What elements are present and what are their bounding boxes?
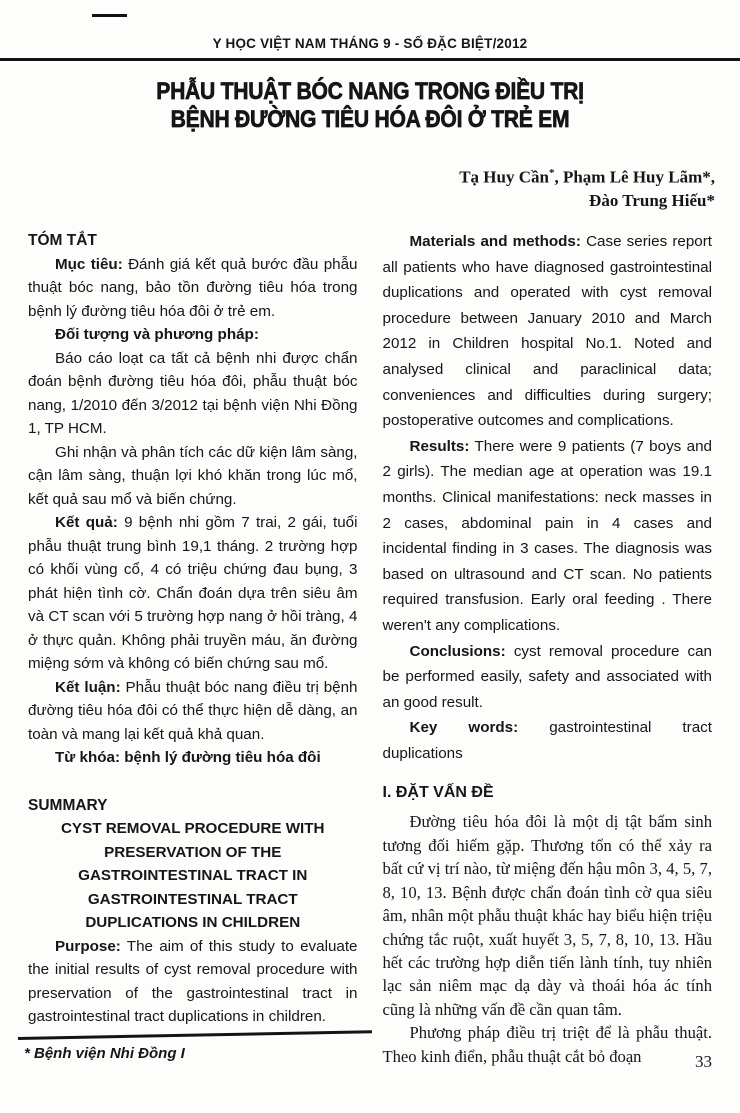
article-title-line2: BỆNH ĐƯỜNG TIÊU HÓA ĐÔI Ở TRẺ EM <box>170 106 570 133</box>
abstract-keywords-text: bệnh lý đường tiêu hóa đôi <box>124 749 321 766</box>
affiliation-footnote: * Bệnh viện Nhi Đồng I <box>24 1045 185 1062</box>
summary-purpose-text: The aim of this study to evaluate the initial results of cyst removal procedure with preservation of the gastrointestinal tract in gastrointestinal tract duplications in children. <box>28 937 358 1025</box>
abstract-keywords-paragraph <box>28 746 358 770</box>
summary-conclusions-lead: Conclusions: <box>409 642 506 660</box>
summary-materials-text: Case series report all patients who have diagnosed gastrointestinal duplications and operated with cyst removal procedure between January 2010 and March 2012 in Children hospital No.1. Noted and analysed clinical and paraclinical data; conveniences and difficulties during surgery; postoperative outcomes and complications. <box>382 233 712 430</box>
abstract-conclusion-text: Phẫu thuật bóc nang điều trị bệnh đường tiêu hóa đôi có thể thực hiện dễ dàng, an toàn và mang lại kết quả khả quan. <box>28 678 358 743</box>
author-1-affiliation-mark: * <box>548 167 555 179</box>
abstract-methods-lead: Đối tượng và phương pháp: <box>55 326 259 343</box>
abstract-conclusion-paragraph <box>28 676 358 747</box>
summary-materials-paragraph <box>383 229 713 434</box>
abstract-objective-paragraph <box>28 253 358 324</box>
introduction-paragraph-1: Đường tiêu hóa đôi là một dị tật bẩm sinh tương đối hiếm gặp. Thương tổn có thể xảy ra bất cứ vị trí nào, từ miệng đến hậu môn 3, 4, 5, 7, 8, 10, 13. Bệnh được chẩn đoán tình cờ qua siêu âm, nhân một phẫu thuật khác hay biểu hiện triệu chứng tắc ruột, xuất huyết 3, 5, 7, 8, 10, 13. Hầu hết các trường hợp diễn tiến lành tính, tuy nhiên lạc sản niêm mạc dạ dày và thoái hóa ác tính cũng là những vấn đề cần quan tâm. <box>382 812 712 1019</box>
abstract-conclusion-lead: Kết luận: <box>55 678 121 696</box>
journal-header: Y HỌC VIỆT NAM THÁNG 9 - SỐ ĐẶC BIỆT/2012 <box>212 36 528 51</box>
summary-title-line5: DUPLICATIONS IN CHILDREN <box>85 914 301 931</box>
scan-dash-mark <box>92 14 127 17</box>
summary-keywords-text: gastrointestinal tract duplications <box>382 719 712 762</box>
abstract-methods-heading-paragraph <box>28 323 358 347</box>
authors-line2: Đào Trung Hiếu* <box>589 190 715 210</box>
authors-block <box>459 162 715 212</box>
author-1: Tạ Huy Cần <box>459 167 549 187</box>
header-rule <box>0 58 740 61</box>
abstract-results-paragraph <box>28 511 358 676</box>
summary-title <box>28 817 358 935</box>
abstract-heading: TÓM TẮT <box>28 232 97 249</box>
abstract-results-lead: Kết quả: <box>55 514 118 531</box>
summary-purpose-lead: Purpose: <box>55 937 121 955</box>
abstract-results-text: 9 bệnh nhi gồm 7 trai, 2 gái, tuổi phẫu thuật trung bình 19,1 tháng. 2 trường hợp có khối vùng cổ, 4 có triệu chứng đau bụng, 3 phát hiện tình cờ. Chẩn đoán dựa trên siêu âm và CT scan với 5 trường hợp nang ở hồi tràng, 4 ở thực quản. Không phải truyền máu, ăn đường miệng sớm và không có biến chứng sau mổ. <box>28 514 358 672</box>
page-number: 33 <box>695 1052 712 1071</box>
summary-results-lead: Results: <box>409 437 470 455</box>
summary-results-text: There were 9 patients (7 boys and 2 girls). The median age at operation was 19.1 months. Clinical manifestations: neck masses in 2 cases, abdominal pain in 4 cases and incidental finding in 3 cases. The diagnosis was based on ultrasound and CT scan. No patients required transfusion. Early oral feeding . There weren't any complications. <box>382 437 712 634</box>
abstract-objective-text: Đánh giá kết quả bước đầu phẫu thuật bóc nang, bảo tồn đường tiêu hóa trong bệnh lý đường tiêu hóa đôi ở trẻ em. <box>28 255 358 320</box>
summary-conclusions-text: cyst removal procedure can be performed easily, safety and associated with an good result. <box>382 642 712 711</box>
summary-results-paragraph <box>383 434 713 639</box>
summary-heading: SUMMARY <box>28 796 108 814</box>
abstract-objective-lead: Mục tiêu: <box>55 255 123 273</box>
summary-conclusions-paragraph <box>383 639 713 716</box>
summary-keywords-lead: Key words: <box>409 719 519 737</box>
summary-materials-lead: Materials and methods: <box>409 233 581 250</box>
introduction-paragraph-2: Phương pháp điều trị triệt để là phẫu thuật. Theo kinh điển, phẫu thuật cắt bỏ đoạn <box>382 1023 712 1066</box>
two-column-body <box>28 229 712 1068</box>
authors-line1 <box>459 162 715 189</box>
left-column <box>28 229 358 1068</box>
article-title-line1: PHẪU THUẬT BÓC NANG TRONG ĐIỀU TRỊ <box>156 78 584 105</box>
author-2: , Phạm Lê Huy Lãm*, <box>554 167 715 187</box>
summary-title-line1: CYST REMOVAL PROCEDURE WITH <box>60 820 325 837</box>
summary-title-line2: PRESERVATION OF THE <box>104 843 282 861</box>
summary-keywords-paragraph <box>383 715 713 766</box>
introduction-heading: I. ĐẶT VẤN ĐỀ <box>382 784 494 802</box>
abstract-data-paragraph: Ghi nhận và phân tích các dữ kiện lâm sàng, cận lâm sàng, thuận lợi khó khăn trong lúc mổ, kết quả sau mổ và biến chứng. <box>28 443 358 508</box>
article-title <box>44 78 695 134</box>
abstract-case-series-paragraph: Báo cáo loạt ca tất cả bệnh nhi được chẩn đoán bệnh đường tiêu hóa đôi, phẫu thuật bóc nang, 1/2010 đến 3/2012 tại bệnh viện Nhi Đồng 1, TP HCM. <box>28 349 358 437</box>
summary-title-line3: GASTROINTESTINAL TRACT IN <box>78 867 308 884</box>
summary-title-line4: GASTROINTESTINAL TRACT <box>87 890 298 908</box>
abstract-keywords-lead: Từ khóa: <box>55 749 120 766</box>
summary-purpose-paragraph <box>28 935 358 1029</box>
right-column <box>383 229 713 1068</box>
